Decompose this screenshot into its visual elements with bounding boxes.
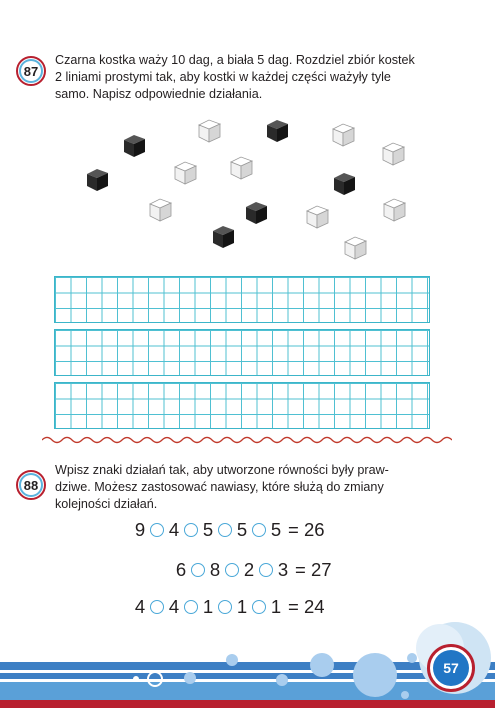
operator-blank[interactable]: [184, 523, 198, 537]
number: 3: [277, 559, 289, 580]
white-cube: [380, 140, 408, 168]
task-number: 88: [19, 473, 43, 497]
equation-result: = 26: [288, 519, 325, 540]
white-cube: [381, 196, 409, 224]
number: 5: [270, 519, 282, 540]
white-cube: [228, 154, 256, 182]
instruction-line: 2 liniami prostymi tak, aby kostki w każdej części ważyły tyle: [55, 70, 391, 84]
instruction-line: Wpisz znaki działań tak, aby utworzone równości były praw-: [55, 463, 389, 477]
instruction-line: Czarna kostka waży 10 dag, a biała 5 dag. Rozdziel zbiór kostek: [55, 53, 415, 67]
equation-result: = 24: [288, 596, 325, 617]
instruction-line: kolejności działań.: [55, 497, 158, 511]
task-number-badge: [16, 470, 46, 500]
white-cube: [342, 234, 370, 262]
operator-blank[interactable]: [252, 523, 266, 537]
black-cube: [264, 117, 292, 145]
page-number-badge: [427, 644, 475, 692]
task-instructions: [55, 52, 415, 103]
equation-2: [175, 559, 332, 581]
black-cube: [121, 132, 149, 160]
number: 4: [168, 519, 180, 540]
white-cube: [330, 121, 358, 149]
operator-blank[interactable]: [184, 600, 198, 614]
white-cube: [147, 196, 175, 224]
answer-grid-1[interactable]: [54, 276, 430, 323]
wavy-divider: [42, 434, 452, 446]
number: 2: [243, 559, 255, 580]
task-number: 87: [19, 59, 43, 83]
number: 5: [202, 519, 214, 540]
instruction-line: samo. Napisz odpowiednie działania.: [55, 87, 263, 101]
number: 1: [270, 596, 282, 617]
task-instructions: [55, 462, 389, 513]
black-cube: [210, 223, 238, 251]
equation-3: [134, 596, 325, 618]
number: 8: [209, 559, 221, 580]
operator-blank[interactable]: [218, 523, 232, 537]
answer-grid-2[interactable]: [54, 329, 430, 376]
white-cube: [196, 117, 224, 145]
answer-grid-3[interactable]: [54, 382, 430, 429]
number: 6: [175, 559, 187, 580]
equation-1: [134, 519, 325, 541]
equation-result: = 27: [295, 559, 332, 580]
operator-blank[interactable]: [218, 600, 232, 614]
number: 1: [202, 596, 214, 617]
number: 5: [236, 519, 248, 540]
operator-blank[interactable]: [252, 600, 266, 614]
white-cube: [172, 159, 200, 187]
task-number-badge: [16, 56, 46, 86]
number: 4: [134, 596, 146, 617]
black-cube: [331, 170, 359, 198]
footer-decoration: [0, 618, 495, 708]
number: 9: [134, 519, 146, 540]
instruction-line: dziwe. Możesz zastosować nawiasy, które służą do zmiany: [55, 480, 384, 494]
operator-blank[interactable]: [150, 600, 164, 614]
operator-blank[interactable]: [225, 563, 239, 577]
operator-blank[interactable]: [259, 563, 273, 577]
number: 1: [236, 596, 248, 617]
operator-blank[interactable]: [150, 523, 164, 537]
black-cube: [84, 166, 112, 194]
operator-blank[interactable]: [191, 563, 205, 577]
white-cube: [304, 203, 332, 231]
page-number: 57: [433, 650, 469, 686]
number: 4: [168, 596, 180, 617]
black-cube: [243, 199, 271, 227]
